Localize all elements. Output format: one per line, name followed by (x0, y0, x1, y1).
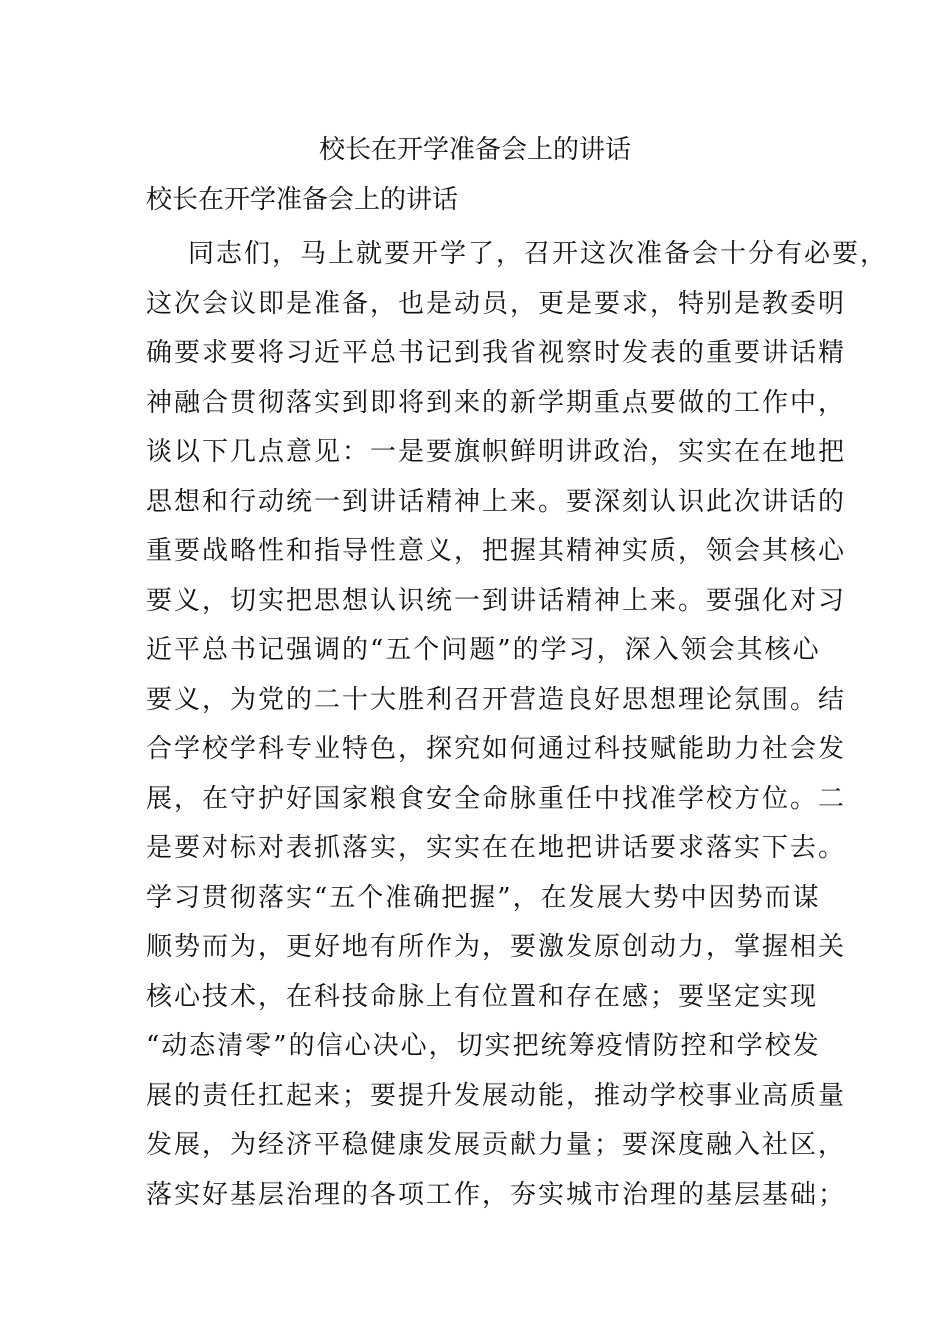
body-line: 核心技术，在科技命脉上有位置和存在感；要坚定实现 (146, 981, 819, 1012)
body-line: 发展，为经济平稳健康发展贡献力量；要深度融入社区， (146, 1130, 847, 1160)
document-subtitle: 校长在开学准备会上的讲话 (146, 185, 459, 215)
body-line: 顺势而为，更好地有所作为，要激发原创动力，掌握相关 (146, 932, 847, 962)
body-line: “动态清零”的信心决心，切实把统筹疫情防控和学校发 (146, 1031, 821, 1061)
body-line: 学习贯彻落实“五个准确把握”，在发展大势中因势而谋 (146, 882, 821, 913)
body-line: 这次会议即是准备，也是动员，更是要求，特别是教委明 (146, 288, 847, 319)
body-line: 思想和行动统一到讲话精神上来。要深刻认识此次讲话的 (146, 486, 847, 517)
body-line: 确要求要将习近平总书记到我省视察时发表的重要讲话精 (146, 338, 847, 368)
body-line: 重要战略性和指导性意义，把握其精神实质，领会其核心 (146, 536, 847, 566)
body-line: 合学校学科专业特色，探究如何通过科技赋能助力社会发 (146, 734, 847, 764)
body-line: 谈以下几点意见：一是要旗帜鲜明讲政治，实实在在地把 (146, 437, 847, 467)
body-line: 展，在守护好国家粮食安全命脉重任中找准学校方位。二 (146, 783, 847, 814)
body-line: 要义，为党的二十大胜利召开营造良好思想理论氛围。结 (146, 684, 847, 715)
body-line: 展的责任扛起来；要提升发展动能，推动学校事业高质量 (146, 1080, 847, 1111)
body-line: 神融合贯彻落实到即将到来的新学期重点要做的工作中， (146, 387, 847, 418)
document-title: 校长在开学准备会上的讲话 (318, 135, 631, 165)
body-line: 是要对标对表抓落实，实实在在地把讲话要求落实下去。 (146, 833, 847, 863)
body-line: 要义，切实把思想认识统一到讲话精神上来。要强化对习 (146, 585, 847, 616)
body-line: 落实好基层治理的各项工作，夯实城市治理的基层基础； (146, 1179, 847, 1210)
body-line: 近平总书记强调的“五个问题”的学习，深入领会其核心 (146, 635, 821, 665)
document-body (146, 230, 889, 1220)
body-line: 同志们，马上就要开学了，召开这次准备会十分有必要， (188, 239, 889, 269)
